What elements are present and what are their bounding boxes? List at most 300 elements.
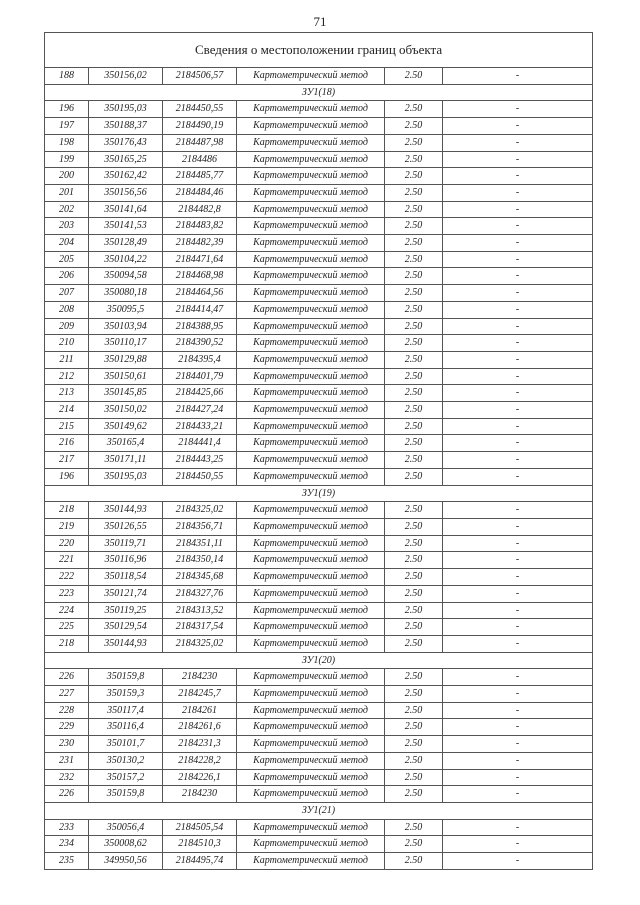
- table-row: [45, 502, 593, 519]
- method-cell: Картометрический метод: [237, 385, 385, 402]
- x-coordinate-cell: 350149,62: [89, 418, 163, 435]
- accuracy-cell: 2.50: [385, 168, 443, 185]
- table-row: [45, 301, 593, 318]
- y-coordinate-cell: 2184505,54: [163, 819, 237, 836]
- boundary-table-container: [44, 32, 592, 870]
- y-coordinate-cell: 2184482,39: [163, 235, 237, 252]
- point-number-cell: 222: [45, 569, 89, 586]
- accuracy-cell: 2.50: [385, 134, 443, 151]
- x-coordinate-cell: 350159,8: [89, 786, 163, 803]
- point-number-cell: 208: [45, 301, 89, 318]
- accuracy-cell: 2.50: [385, 502, 443, 519]
- point-number-cell: 197: [45, 118, 89, 135]
- x-coordinate-cell: 350103,94: [89, 318, 163, 335]
- x-coordinate-cell: 350128,49: [89, 235, 163, 252]
- x-coordinate-cell: 350165,4: [89, 435, 163, 452]
- method-cell: Картометрический метод: [237, 201, 385, 218]
- method-cell: Картометрический метод: [237, 585, 385, 602]
- x-coordinate-cell: 350117,4: [89, 702, 163, 719]
- accuracy-cell: 2.50: [385, 184, 443, 201]
- table-row: [45, 235, 593, 252]
- method-cell: Картометрический метод: [237, 101, 385, 118]
- point-number-cell: 199: [45, 151, 89, 168]
- method-cell: Картометрический метод: [237, 518, 385, 535]
- description-cell: -: [443, 552, 593, 569]
- point-number-cell: 231: [45, 752, 89, 769]
- x-coordinate-cell: 350156,56: [89, 184, 163, 201]
- x-coordinate-cell: 350130,2: [89, 752, 163, 769]
- y-coordinate-cell: 2184484,46: [163, 184, 237, 201]
- method-cell: Картометрический метод: [237, 468, 385, 485]
- y-coordinate-cell: 2184506,57: [163, 68, 237, 85]
- page-number: 71: [313, 14, 327, 29]
- y-coordinate-cell: 2184450,55: [163, 101, 237, 118]
- description-cell: -: [443, 151, 593, 168]
- point-number-cell: 207: [45, 285, 89, 302]
- description-cell: -: [443, 218, 593, 235]
- description-cell: -: [443, 752, 593, 769]
- y-coordinate-cell: 2184471,64: [163, 251, 237, 268]
- description-cell: -: [443, 836, 593, 853]
- section-row: [45, 84, 593, 101]
- table-row: [45, 719, 593, 736]
- y-coordinate-cell: 2184483,82: [163, 218, 237, 235]
- table-row: [45, 418, 593, 435]
- x-coordinate-cell: 350171,11: [89, 452, 163, 469]
- method-cell: Картометрический метод: [237, 602, 385, 619]
- description-cell: -: [443, 853, 593, 870]
- description-cell: -: [443, 736, 593, 753]
- x-coordinate-cell: 350110,17: [89, 335, 163, 352]
- accuracy-cell: 2.50: [385, 118, 443, 135]
- method-cell: Картометрический метод: [237, 719, 385, 736]
- y-coordinate-cell: 2184490,19: [163, 118, 237, 135]
- table-row: [45, 68, 593, 85]
- method-cell: Картометрический метод: [237, 552, 385, 569]
- method-cell: Картометрический метод: [237, 669, 385, 686]
- accuracy-cell: 2.50: [385, 151, 443, 168]
- point-number-cell: 221: [45, 552, 89, 569]
- description-cell: -: [443, 569, 593, 586]
- accuracy-cell: 2.50: [385, 68, 443, 85]
- accuracy-cell: 2.50: [385, 702, 443, 719]
- point-number-cell: 217: [45, 452, 89, 469]
- table-row: [45, 151, 593, 168]
- y-coordinate-cell: 2184325,02: [163, 502, 237, 519]
- accuracy-cell: 2.50: [385, 385, 443, 402]
- description-cell: -: [443, 686, 593, 703]
- point-number-cell: 212: [45, 368, 89, 385]
- description-cell: -: [443, 502, 593, 519]
- table-row: [45, 335, 593, 352]
- section-row: [45, 652, 593, 669]
- accuracy-cell: 2.50: [385, 402, 443, 419]
- x-coordinate-cell: 350119,71: [89, 535, 163, 552]
- method-cell: Картометрический метод: [237, 836, 385, 853]
- accuracy-cell: 2.50: [385, 368, 443, 385]
- table-row: [45, 468, 593, 485]
- point-number-cell: 233: [45, 819, 89, 836]
- accuracy-cell: 2.50: [385, 585, 443, 602]
- table-row: [45, 118, 593, 135]
- description-cell: -: [443, 184, 593, 201]
- section-label: ЗУ1(19): [45, 485, 593, 502]
- accuracy-cell: 2.50: [385, 418, 443, 435]
- point-number-cell: 223: [45, 585, 89, 602]
- description-cell: -: [443, 635, 593, 652]
- point-number-cell: 202: [45, 201, 89, 218]
- y-coordinate-cell: 2184443,25: [163, 452, 237, 469]
- table-title: Сведения о местоположении границ объекта: [45, 33, 593, 68]
- x-coordinate-cell: 350165,25: [89, 151, 163, 168]
- accuracy-cell: 2.50: [385, 218, 443, 235]
- accuracy-cell: 2.50: [385, 468, 443, 485]
- accuracy-cell: 2.50: [385, 786, 443, 803]
- y-coordinate-cell: 2184230: [163, 669, 237, 686]
- y-coordinate-cell: 2184231,3: [163, 736, 237, 753]
- table-row: [45, 318, 593, 335]
- y-coordinate-cell: 2184495,74: [163, 853, 237, 870]
- table-row: [45, 853, 593, 870]
- method-cell: Картометрический метод: [237, 285, 385, 302]
- x-coordinate-cell: 350159,3: [89, 686, 163, 703]
- table-row: [45, 268, 593, 285]
- description-cell: -: [443, 335, 593, 352]
- table-row: [45, 686, 593, 703]
- y-coordinate-cell: 2184441,4: [163, 435, 237, 452]
- method-cell: Картометрический метод: [237, 569, 385, 586]
- y-coordinate-cell: 2184226,1: [163, 769, 237, 786]
- table-row: [45, 569, 593, 586]
- table-row: [45, 101, 593, 118]
- x-coordinate-cell: 350129,88: [89, 351, 163, 368]
- description-cell: -: [443, 602, 593, 619]
- table-row: [45, 552, 593, 569]
- x-coordinate-cell: 350129,54: [89, 619, 163, 636]
- x-coordinate-cell: 350159,8: [89, 669, 163, 686]
- accuracy-cell: 2.50: [385, 569, 443, 586]
- x-coordinate-cell: 350141,64: [89, 201, 163, 218]
- description-cell: -: [443, 385, 593, 402]
- method-cell: Картометрический метод: [237, 251, 385, 268]
- method-cell: Картометрический метод: [237, 435, 385, 452]
- x-coordinate-cell: 350094,58: [89, 268, 163, 285]
- y-coordinate-cell: 2184345,68: [163, 569, 237, 586]
- accuracy-cell: 2.50: [385, 752, 443, 769]
- point-number-cell: 206: [45, 268, 89, 285]
- method-cell: Картометрический метод: [237, 769, 385, 786]
- x-coordinate-cell: 350145,85: [89, 385, 163, 402]
- table-row: [45, 518, 593, 535]
- y-coordinate-cell: 2184510,3: [163, 836, 237, 853]
- point-number-cell: 204: [45, 235, 89, 252]
- description-cell: -: [443, 468, 593, 485]
- x-coordinate-cell: 349950,56: [89, 853, 163, 870]
- method-cell: Картометрический метод: [237, 786, 385, 803]
- x-coordinate-cell: 350144,93: [89, 635, 163, 652]
- description-cell: -: [443, 101, 593, 118]
- description-cell: -: [443, 518, 593, 535]
- description-cell: -: [443, 619, 593, 636]
- point-number-cell: 220: [45, 535, 89, 552]
- x-coordinate-cell: 350156,02: [89, 68, 163, 85]
- accuracy-cell: 2.50: [385, 285, 443, 302]
- method-cell: Картометрический метод: [237, 502, 385, 519]
- method-cell: Картометрический метод: [237, 736, 385, 753]
- table-row: [45, 669, 593, 686]
- method-cell: Картометрический метод: [237, 268, 385, 285]
- description-cell: -: [443, 351, 593, 368]
- y-coordinate-cell: 2184482,8: [163, 201, 237, 218]
- y-coordinate-cell: 2184351,11: [163, 535, 237, 552]
- point-number-cell: 201: [45, 184, 89, 201]
- point-number-cell: 230: [45, 736, 89, 753]
- description-cell: -: [443, 402, 593, 419]
- y-coordinate-cell: 2184487,98: [163, 134, 237, 151]
- x-coordinate-cell: 350008,62: [89, 836, 163, 853]
- section-row: [45, 485, 593, 502]
- accuracy-cell: 2.50: [385, 836, 443, 853]
- description-cell: -: [443, 435, 593, 452]
- description-cell: -: [443, 268, 593, 285]
- point-number-cell: 198: [45, 134, 89, 151]
- y-coordinate-cell: 2184350,14: [163, 552, 237, 569]
- method-cell: Картометрический метод: [237, 418, 385, 435]
- description-cell: -: [443, 68, 593, 85]
- x-coordinate-cell: 350144,93: [89, 502, 163, 519]
- x-coordinate-cell: 350141,53: [89, 218, 163, 235]
- y-coordinate-cell: 2184325,02: [163, 635, 237, 652]
- x-coordinate-cell: 350195,03: [89, 468, 163, 485]
- description-cell: -: [443, 134, 593, 151]
- description-cell: -: [443, 585, 593, 602]
- accuracy-cell: 2.50: [385, 535, 443, 552]
- x-coordinate-cell: 350162,42: [89, 168, 163, 185]
- accuracy-cell: 2.50: [385, 301, 443, 318]
- method-cell: Картометрический метод: [237, 218, 385, 235]
- y-coordinate-cell: 2184425,66: [163, 385, 237, 402]
- x-coordinate-cell: 350188,37: [89, 118, 163, 135]
- point-number-cell: 209: [45, 318, 89, 335]
- method-cell: Картометрический метод: [237, 301, 385, 318]
- point-number-cell: 224: [45, 602, 89, 619]
- table-row: [45, 251, 593, 268]
- point-number-cell: 226: [45, 669, 89, 686]
- description-cell: -: [443, 251, 593, 268]
- y-coordinate-cell: 2184245,7: [163, 686, 237, 703]
- point-number-cell: 203: [45, 218, 89, 235]
- x-coordinate-cell: 350176,43: [89, 134, 163, 151]
- point-number-cell: 229: [45, 719, 89, 736]
- table-row: [45, 184, 593, 201]
- method-cell: Картометрический метод: [237, 853, 385, 870]
- point-number-cell: 232: [45, 769, 89, 786]
- x-coordinate-cell: 350121,74: [89, 585, 163, 602]
- y-coordinate-cell: 2184313,52: [163, 602, 237, 619]
- y-coordinate-cell: 2184261: [163, 702, 237, 719]
- point-number-cell: 211: [45, 351, 89, 368]
- method-cell: Картометрический метод: [237, 335, 385, 352]
- table-row: [45, 786, 593, 803]
- x-coordinate-cell: 350116,4: [89, 719, 163, 736]
- x-coordinate-cell: 350195,03: [89, 101, 163, 118]
- y-coordinate-cell: 2184414,47: [163, 301, 237, 318]
- y-coordinate-cell: 2184261,6: [163, 719, 237, 736]
- point-number-cell: 235: [45, 853, 89, 870]
- method-cell: Картометрический метод: [237, 686, 385, 703]
- y-coordinate-cell: 2184317,54: [163, 619, 237, 636]
- table-row: [45, 285, 593, 302]
- accuracy-cell: 2.50: [385, 251, 443, 268]
- method-cell: Картометрический метод: [237, 184, 385, 201]
- description-cell: -: [443, 418, 593, 435]
- description-cell: -: [443, 118, 593, 135]
- method-cell: Картометрический метод: [237, 819, 385, 836]
- x-coordinate-cell: 350104,22: [89, 251, 163, 268]
- description-cell: -: [443, 702, 593, 719]
- point-number-cell: 218: [45, 635, 89, 652]
- description-cell: -: [443, 819, 593, 836]
- y-coordinate-cell: 2184450,55: [163, 468, 237, 485]
- section-label: ЗУ1(18): [45, 84, 593, 101]
- point-number-cell: 219: [45, 518, 89, 535]
- y-coordinate-cell: 2184356,71: [163, 518, 237, 535]
- point-number-cell: 215: [45, 418, 89, 435]
- accuracy-cell: 2.50: [385, 669, 443, 686]
- table-row: [45, 351, 593, 368]
- table-row: [45, 819, 593, 836]
- table-row: [45, 402, 593, 419]
- accuracy-cell: 2.50: [385, 268, 443, 285]
- method-cell: Картометрический метод: [237, 402, 385, 419]
- method-cell: Картометрический метод: [237, 702, 385, 719]
- boundary-table: [44, 32, 593, 870]
- accuracy-cell: 2.50: [385, 518, 443, 535]
- y-coordinate-cell: 2184464,56: [163, 285, 237, 302]
- point-number-cell: 234: [45, 836, 89, 853]
- table-row: [45, 585, 593, 602]
- accuracy-cell: 2.50: [385, 635, 443, 652]
- description-cell: -: [443, 301, 593, 318]
- description-cell: -: [443, 235, 593, 252]
- table-row: [45, 218, 593, 235]
- accuracy-cell: 2.50: [385, 435, 443, 452]
- section-row: [45, 802, 593, 819]
- method-cell: Картометрический метод: [237, 318, 385, 335]
- accuracy-cell: 2.50: [385, 335, 443, 352]
- method-cell: Картометрический метод: [237, 752, 385, 769]
- point-number-cell: 227: [45, 686, 89, 703]
- point-number-cell: 228: [45, 702, 89, 719]
- method-cell: Картометрический метод: [237, 151, 385, 168]
- point-number-cell: 210: [45, 335, 89, 352]
- table-row: [45, 635, 593, 652]
- description-cell: -: [443, 769, 593, 786]
- table-row: [45, 535, 593, 552]
- accuracy-cell: 2.50: [385, 318, 443, 335]
- table-row: [45, 201, 593, 218]
- x-coordinate-cell: 350080,18: [89, 285, 163, 302]
- accuracy-cell: 2.50: [385, 686, 443, 703]
- point-number-cell: 213: [45, 385, 89, 402]
- section-label: ЗУ1(21): [45, 802, 593, 819]
- table-row: [45, 435, 593, 452]
- y-coordinate-cell: 2184401,79: [163, 368, 237, 385]
- boundary-table-body: [45, 33, 593, 870]
- y-coordinate-cell: 2184427,24: [163, 402, 237, 419]
- x-coordinate-cell: 350126,55: [89, 518, 163, 535]
- description-cell: -: [443, 719, 593, 736]
- method-cell: Картометрический метод: [237, 368, 385, 385]
- table-row: [45, 368, 593, 385]
- method-cell: Картометрический метод: [237, 68, 385, 85]
- table-row: [45, 836, 593, 853]
- description-cell: -: [443, 318, 593, 335]
- x-coordinate-cell: 350095,5: [89, 301, 163, 318]
- accuracy-cell: 2.50: [385, 552, 443, 569]
- point-number-cell: 218: [45, 502, 89, 519]
- table-row: [45, 134, 593, 151]
- y-coordinate-cell: 2184327,76: [163, 585, 237, 602]
- y-coordinate-cell: 2184433,21: [163, 418, 237, 435]
- table-row: [45, 736, 593, 753]
- x-coordinate-cell: 350116,96: [89, 552, 163, 569]
- method-cell: Картометрический метод: [237, 118, 385, 135]
- method-cell: Картометрический метод: [237, 635, 385, 652]
- accuracy-cell: 2.50: [385, 853, 443, 870]
- point-number-cell: 188: [45, 68, 89, 85]
- accuracy-cell: 2.50: [385, 452, 443, 469]
- x-coordinate-cell: 350101,7: [89, 736, 163, 753]
- table-row: [45, 619, 593, 636]
- method-cell: Картометрический метод: [237, 619, 385, 636]
- table-row: [45, 168, 593, 185]
- accuracy-cell: 2.50: [385, 201, 443, 218]
- method-cell: Картометрический метод: [237, 351, 385, 368]
- accuracy-cell: 2.50: [385, 101, 443, 118]
- accuracy-cell: 2.50: [385, 602, 443, 619]
- point-number-cell: 226: [45, 786, 89, 803]
- accuracy-cell: 2.50: [385, 235, 443, 252]
- point-number-cell: 216: [45, 435, 89, 452]
- y-coordinate-cell: 2184395,4: [163, 351, 237, 368]
- point-number-cell: 214: [45, 402, 89, 419]
- y-coordinate-cell: 2184388,95: [163, 318, 237, 335]
- table-row: [45, 752, 593, 769]
- y-coordinate-cell: 2184486: [163, 151, 237, 168]
- method-cell: Картометрический метод: [237, 535, 385, 552]
- description-cell: -: [443, 168, 593, 185]
- method-cell: Картометрический метод: [237, 168, 385, 185]
- point-number-cell: 225: [45, 619, 89, 636]
- description-cell: -: [443, 535, 593, 552]
- method-cell: Картометрический метод: [237, 452, 385, 469]
- accuracy-cell: 2.50: [385, 769, 443, 786]
- accuracy-cell: 2.50: [385, 351, 443, 368]
- x-coordinate-cell: 350150,61: [89, 368, 163, 385]
- x-coordinate-cell: 350056,4: [89, 819, 163, 836]
- table-row: [45, 602, 593, 619]
- accuracy-cell: 2.50: [385, 736, 443, 753]
- accuracy-cell: 2.50: [385, 619, 443, 636]
- table-row: [45, 769, 593, 786]
- description-cell: -: [443, 368, 593, 385]
- table-title-row: [45, 33, 593, 68]
- table-row: [45, 452, 593, 469]
- description-cell: -: [443, 452, 593, 469]
- method-cell: Картометрический метод: [237, 235, 385, 252]
- description-cell: -: [443, 669, 593, 686]
